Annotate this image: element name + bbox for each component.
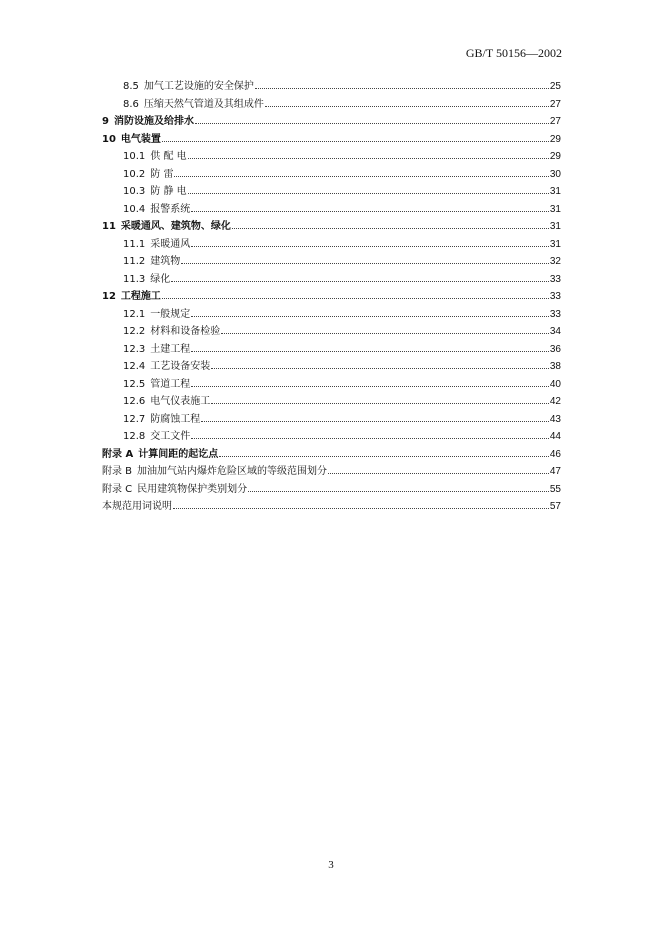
toc-entry-page: 33 [549, 291, 561, 302]
toc-entry-number: 12.3 [123, 343, 146, 355]
toc-entry-number: 附录 A [102, 448, 134, 460]
toc-entry-number: 12.6 [123, 396, 146, 407]
dot-leader [162, 141, 549, 142]
toc-entry[interactable] [102, 481, 561, 499]
toc-entry[interactable] [102, 166, 561, 184]
toc-entry-page: 32 [549, 256, 561, 267]
toc-entry-page: 29 [549, 133, 561, 145]
toc-entry-page: 57 [549, 501, 561, 512]
toc-entry-title: 一般规定 [150, 308, 191, 320]
dot-leader [221, 333, 549, 334]
dot-leader [191, 211, 549, 212]
toc-entry-title: 电气装置 [120, 133, 161, 145]
toc-entry-page: 43 [549, 413, 561, 425]
dot-leader [171, 281, 549, 282]
toc-entry-title: 材料和设备检验 [150, 326, 221, 337]
toc-entry-number: 附录 C [102, 483, 133, 495]
toc-entry-title: 防 静 电 [150, 186, 187, 197]
dot-leader [188, 193, 549, 194]
dot-leader [191, 438, 549, 439]
toc-entry-page: 31 [549, 186, 561, 197]
toc-entry[interactable] [102, 288, 561, 306]
toc-entry[interactable] [102, 446, 561, 464]
toc-entry-page: 55 [549, 483, 561, 495]
dot-leader [188, 158, 549, 159]
toc-entry-title: 供 配 电 [150, 151, 187, 162]
dot-leader [191, 246, 549, 247]
table-of-contents [102, 78, 561, 516]
toc-entry-page: 44 [549, 431, 561, 442]
toc-entry-number: 10.1 [123, 151, 146, 162]
dot-leader [191, 386, 549, 387]
toc-entry-title: 防腐蚀工程 [150, 413, 201, 425]
toc-entry[interactable] [102, 236, 561, 254]
toc-entry-page: 42 [549, 396, 561, 407]
toc-entry-title: 加油加气站内爆炸危险区域的等级范围划分 [137, 466, 328, 477]
toc-entry-number: 9 [102, 116, 109, 127]
dot-leader [162, 298, 549, 299]
toc-entry-title: 采暖通风、建筑物、绿化 [120, 221, 231, 232]
document-code: GB/T 50156—2002 [465, 46, 562, 60]
dot-leader [328, 473, 549, 474]
toc-entry-page: 47 [549, 466, 561, 477]
toc-entry-title: 绿化 [150, 273, 171, 285]
toc-entry[interactable] [102, 201, 561, 219]
toc-entry-page: 29 [549, 151, 561, 162]
toc-entry[interactable] [102, 498, 561, 516]
toc-entry-title: 民用建筑物保护类别划分 [137, 483, 248, 495]
toc-entry-page: 38 [549, 361, 561, 372]
dot-leader [211, 368, 549, 369]
toc-entry[interactable] [102, 393, 561, 411]
dot-leader [191, 316, 549, 317]
toc-entry[interactable] [102, 148, 561, 166]
toc-entry[interactable] [102, 463, 561, 481]
toc-entry-page: 27 [549, 98, 561, 110]
toc-entry-title: 工艺设备安装 [150, 361, 211, 372]
toc-entry-title: 压缩天然气管道及其组成件 [143, 98, 264, 110]
toc-entry-number: 10.2 [123, 168, 146, 180]
toc-entry[interactable] [102, 323, 561, 341]
dot-leader [181, 263, 549, 264]
dot-leader [232, 228, 549, 229]
dot-leader [248, 491, 549, 492]
toc-entry-page: 31 [549, 238, 561, 250]
toc-entry-number: 12.7 [123, 413, 146, 425]
toc-entry-title: 本规范用词说明 [102, 501, 172, 512]
toc-entry-page: 31 [549, 203, 561, 215]
toc-entry-number: 12.5 [123, 378, 146, 390]
dot-leader [191, 351, 549, 352]
toc-entry-number: 12.2 [123, 326, 146, 337]
toc-entry-title: 建筑物 [150, 256, 181, 267]
toc-entry-page: 36 [549, 343, 561, 355]
toc-entry[interactable] [102, 218, 561, 236]
toc-entry-page: 25 [549, 81, 561, 92]
dot-leader [211, 403, 549, 404]
toc-entry[interactable] [102, 428, 561, 446]
toc-entry[interactable] [102, 183, 561, 201]
toc-entry-title: 防 雷 [150, 168, 174, 180]
toc-entry-title: 加气工艺设施的安全保护 [143, 81, 254, 92]
dot-leader [255, 88, 549, 89]
toc-entry-title: 计算间距的起讫点 [138, 448, 219, 460]
toc-entry[interactable] [102, 253, 561, 271]
dot-leader [174, 176, 548, 177]
toc-entry[interactable] [102, 78, 561, 96]
toc-entry-number: 11.3 [123, 273, 146, 285]
toc-entry-number: 10.3 [123, 186, 146, 197]
toc-entry-number: 10.4 [123, 203, 146, 215]
toc-entry-number: 11 [102, 221, 116, 232]
toc-entry-number: 11.1 [123, 238, 146, 250]
dot-leader [201, 421, 549, 422]
toc-entry-number: 10 [102, 133, 116, 145]
toc-entry[interactable] [102, 96, 561, 114]
toc-entry-page: 34 [549, 326, 561, 337]
toc-entry-number: 12.8 [123, 431, 146, 442]
toc-entry-number: 附录 B [102, 466, 133, 477]
toc-entry[interactable] [102, 271, 561, 289]
dot-leader [173, 508, 549, 509]
toc-entry-page: 33 [549, 308, 561, 320]
dot-leader [195, 123, 549, 124]
toc-entry-title: 报警系统 [150, 203, 191, 215]
toc-entry-page: 40 [549, 378, 561, 390]
toc-entry-title: 交工文件 [150, 431, 191, 442]
toc-entry-number: 12 [102, 291, 116, 302]
toc-entry-number: 12.4 [123, 361, 146, 372]
toc-entry-page: 27 [549, 116, 561, 127]
toc-entry-number: 8.5 [123, 81, 139, 92]
toc-entry[interactable] [102, 376, 561, 394]
toc-entry-page: 30 [549, 168, 561, 180]
toc-entry-title: 消防设施及给排水 [113, 116, 194, 127]
toc-entry-number: 8.6 [123, 98, 139, 110]
toc-entry-number: 11.2 [123, 256, 146, 267]
dot-leader [219, 456, 549, 457]
toc-entry[interactable] [102, 411, 561, 429]
toc-entry-title: 管道工程 [150, 378, 191, 390]
toc-entry-page: 33 [549, 273, 561, 285]
toc-entry-page: 31 [549, 221, 561, 232]
toc-entry-title: 工程施工 [120, 291, 161, 302]
toc-entry-title: 土建工程 [150, 343, 191, 355]
toc-entry[interactable] [102, 131, 561, 149]
dot-leader [265, 106, 549, 107]
toc-entry[interactable] [102, 113, 561, 131]
toc-entry-number: 12.1 [123, 308, 146, 320]
toc-entry-title: 电气仪表施工 [150, 396, 211, 407]
toc-entry-page: 46 [549, 448, 561, 460]
toc-entry[interactable] [102, 341, 561, 359]
toc-entry[interactable] [102, 306, 561, 324]
toc-entry-title: 采暖通风 [150, 238, 191, 250]
toc-entry[interactable] [102, 358, 561, 376]
page-number: 3 [328, 859, 334, 871]
